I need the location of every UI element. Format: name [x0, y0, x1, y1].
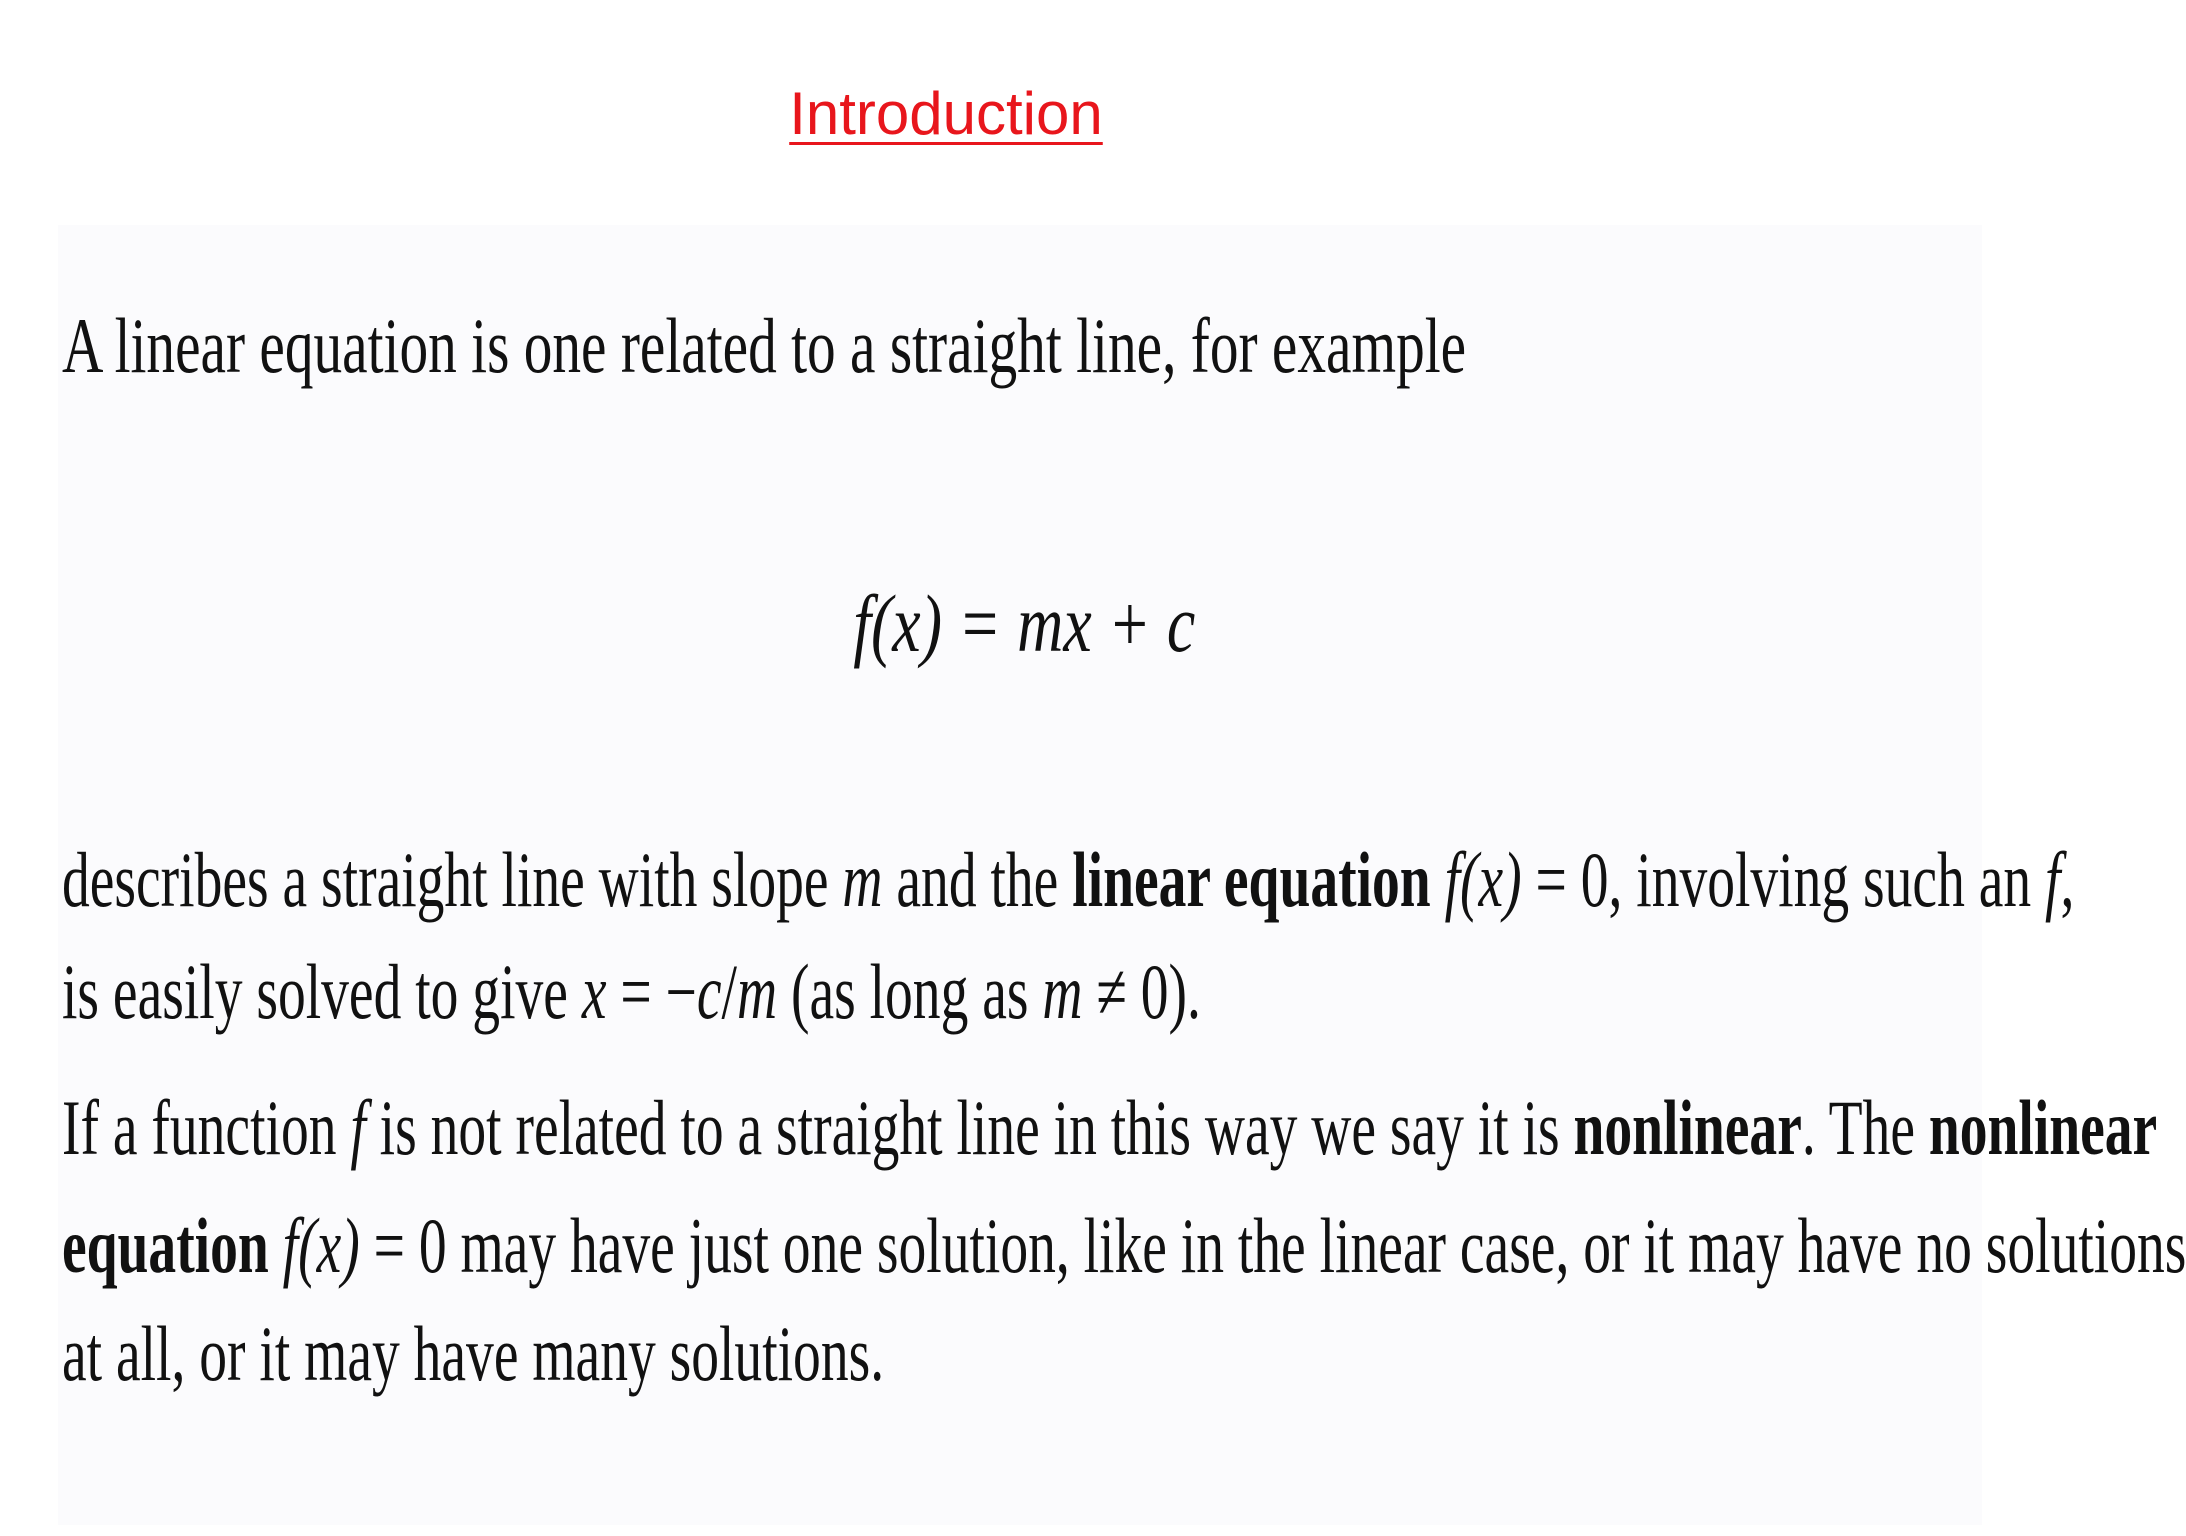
p1l2-m2: m [1042, 948, 1083, 1035]
p1l2-x: x [581, 948, 607, 1035]
term-linear-equation: linear equation [1072, 836, 1431, 923]
paragraph1-line1 [62, 834, 2074, 926]
p2l2-fx: f(x) [282, 1202, 360, 1289]
p1l2-m: m [736, 948, 778, 1035]
paragraph2-line3 [62, 1308, 884, 1400]
p1l2-text4: (as long as [777, 948, 1043, 1035]
p1l1-text4: = 0, involving such an [1521, 836, 2046, 923]
term-equation: equation [62, 1202, 269, 1289]
p1l1-m: m [842, 836, 883, 923]
display-equation [0, 576, 2048, 672]
p2l1-f: f [350, 1084, 366, 1171]
intro-text: A linear equation is one related to a straight line, for example [62, 302, 1467, 389]
paragraph2-line2 [62, 1200, 2186, 1292]
p1l1-text1: describes a straight line with slope [62, 836, 843, 923]
p1l1-fx: f(x) [1444, 836, 1522, 923]
p2l2-text2: = 0 may have just one solution, like in the linear case, or it may have no solutions [359, 1202, 2186, 1289]
equation-rhs: = mx + c [941, 578, 1196, 669]
intro-sentence [62, 300, 1466, 392]
p1l1-f: f [2045, 836, 2061, 923]
p1l2-text3: / [721, 948, 737, 1035]
p1l1-text2: and the [882, 836, 1073, 923]
paragraph2-line1 [62, 1082, 2157, 1174]
p1l2-text5: ≠ 0). [1082, 948, 1201, 1035]
term-nonlinear: nonlinear [1573, 1084, 1802, 1171]
paragraph1-line2 [62, 946, 1201, 1038]
term-nonlinear-2: nonlinear [1928, 1084, 2158, 1171]
p2l1-text2: is not related to a straight line in this way we say it is [365, 1084, 1574, 1171]
p1l2-text1: is easily solved to give [62, 948, 582, 1035]
p2l2-text1 [269, 1202, 283, 1289]
p2l1-text1: If a function [62, 1084, 351, 1171]
p2l1-text3: . The [1801, 1084, 1929, 1171]
slide-title: Introduction [789, 80, 1103, 147]
p1l1-text5: , [2060, 836, 2075, 923]
p1l2-text2: = − [606, 948, 697, 1035]
p1l2-c: c [696, 948, 722, 1035]
p2l3-text1: at all, or it may have many solutions. [62, 1310, 885, 1397]
equation-lhs: f(x) [852, 578, 942, 669]
p1l1-text3 [1431, 836, 1445, 923]
